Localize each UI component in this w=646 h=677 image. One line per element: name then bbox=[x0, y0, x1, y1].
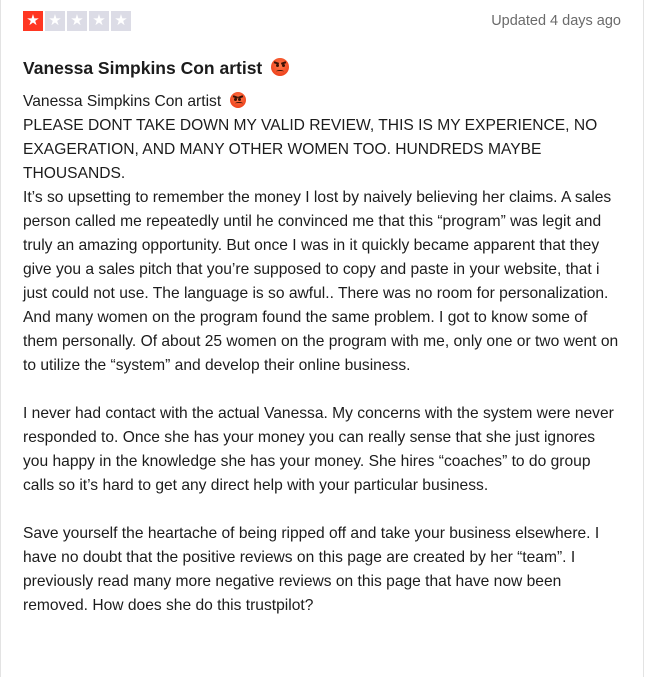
review-title[interactable] bbox=[23, 58, 289, 79]
star-rating bbox=[23, 11, 131, 31]
review-title-text: Vanessa Simpkins Con artist bbox=[23, 58, 263, 78]
review-paragraph: I never had contact with the actual Vanessa. My concerns with the system were never responded to. Once she has your money you can really sense that she just ignores you happy in the knowledge she has your money. She hires “coaches” to do group calls so it’s hard to get any direct help with your particular business. bbox=[23, 405, 614, 494]
angry-face-icon bbox=[230, 92, 246, 108]
review-body bbox=[23, 90, 623, 618]
review-paragraph: It’s so upsetting to remember the money I lost by naively believing her claims. A sales person called me repeatedly until he convinced me that this “program” was legit and truly an amazing opportunity. But once I was in it quickly became apparent that they give you a sales pitch that you’re supposed to copy and paste in your website, that i just could not use. The language is so awful.. There was no room for personalization. And many women on the program found the same problem. I got to know some of them personally. Of about 25 women on the program with me, only one or two went on to utilize the “system” and develop their online business. bbox=[23, 189, 619, 374]
star-icon: ★ bbox=[89, 11, 109, 31]
review-paragraph: PLEASE DONT TAKE DOWN MY VALID REVIEW, THIS IS MY EXPERIENCE, NO EXAGERATION, AND MANY OTHER WOMEN TOO. HUNDREDS MAYBE THOUSANDS. bbox=[23, 117, 598, 182]
star-icon: ★ bbox=[23, 11, 43, 31]
review-header bbox=[23, 11, 621, 33]
review-paragraph: Save yourself the heartache of being ripped off and take your business elsewhere. I have no doubt that the positive reviews on this page are created by her “team”. I previously read many more negative reviews on this page that have now been removed. How does she do this trustpilot? bbox=[23, 525, 600, 614]
updated-timestamp: Updated 4 days ago bbox=[491, 13, 621, 29]
star-icon: ★ bbox=[67, 11, 87, 31]
star-icon: ★ bbox=[45, 11, 65, 31]
angry-face-icon bbox=[271, 58, 289, 76]
star-icon: ★ bbox=[111, 11, 131, 31]
review-body-first-line: Vanessa Simpkins Con artist bbox=[23, 90, 623, 114]
